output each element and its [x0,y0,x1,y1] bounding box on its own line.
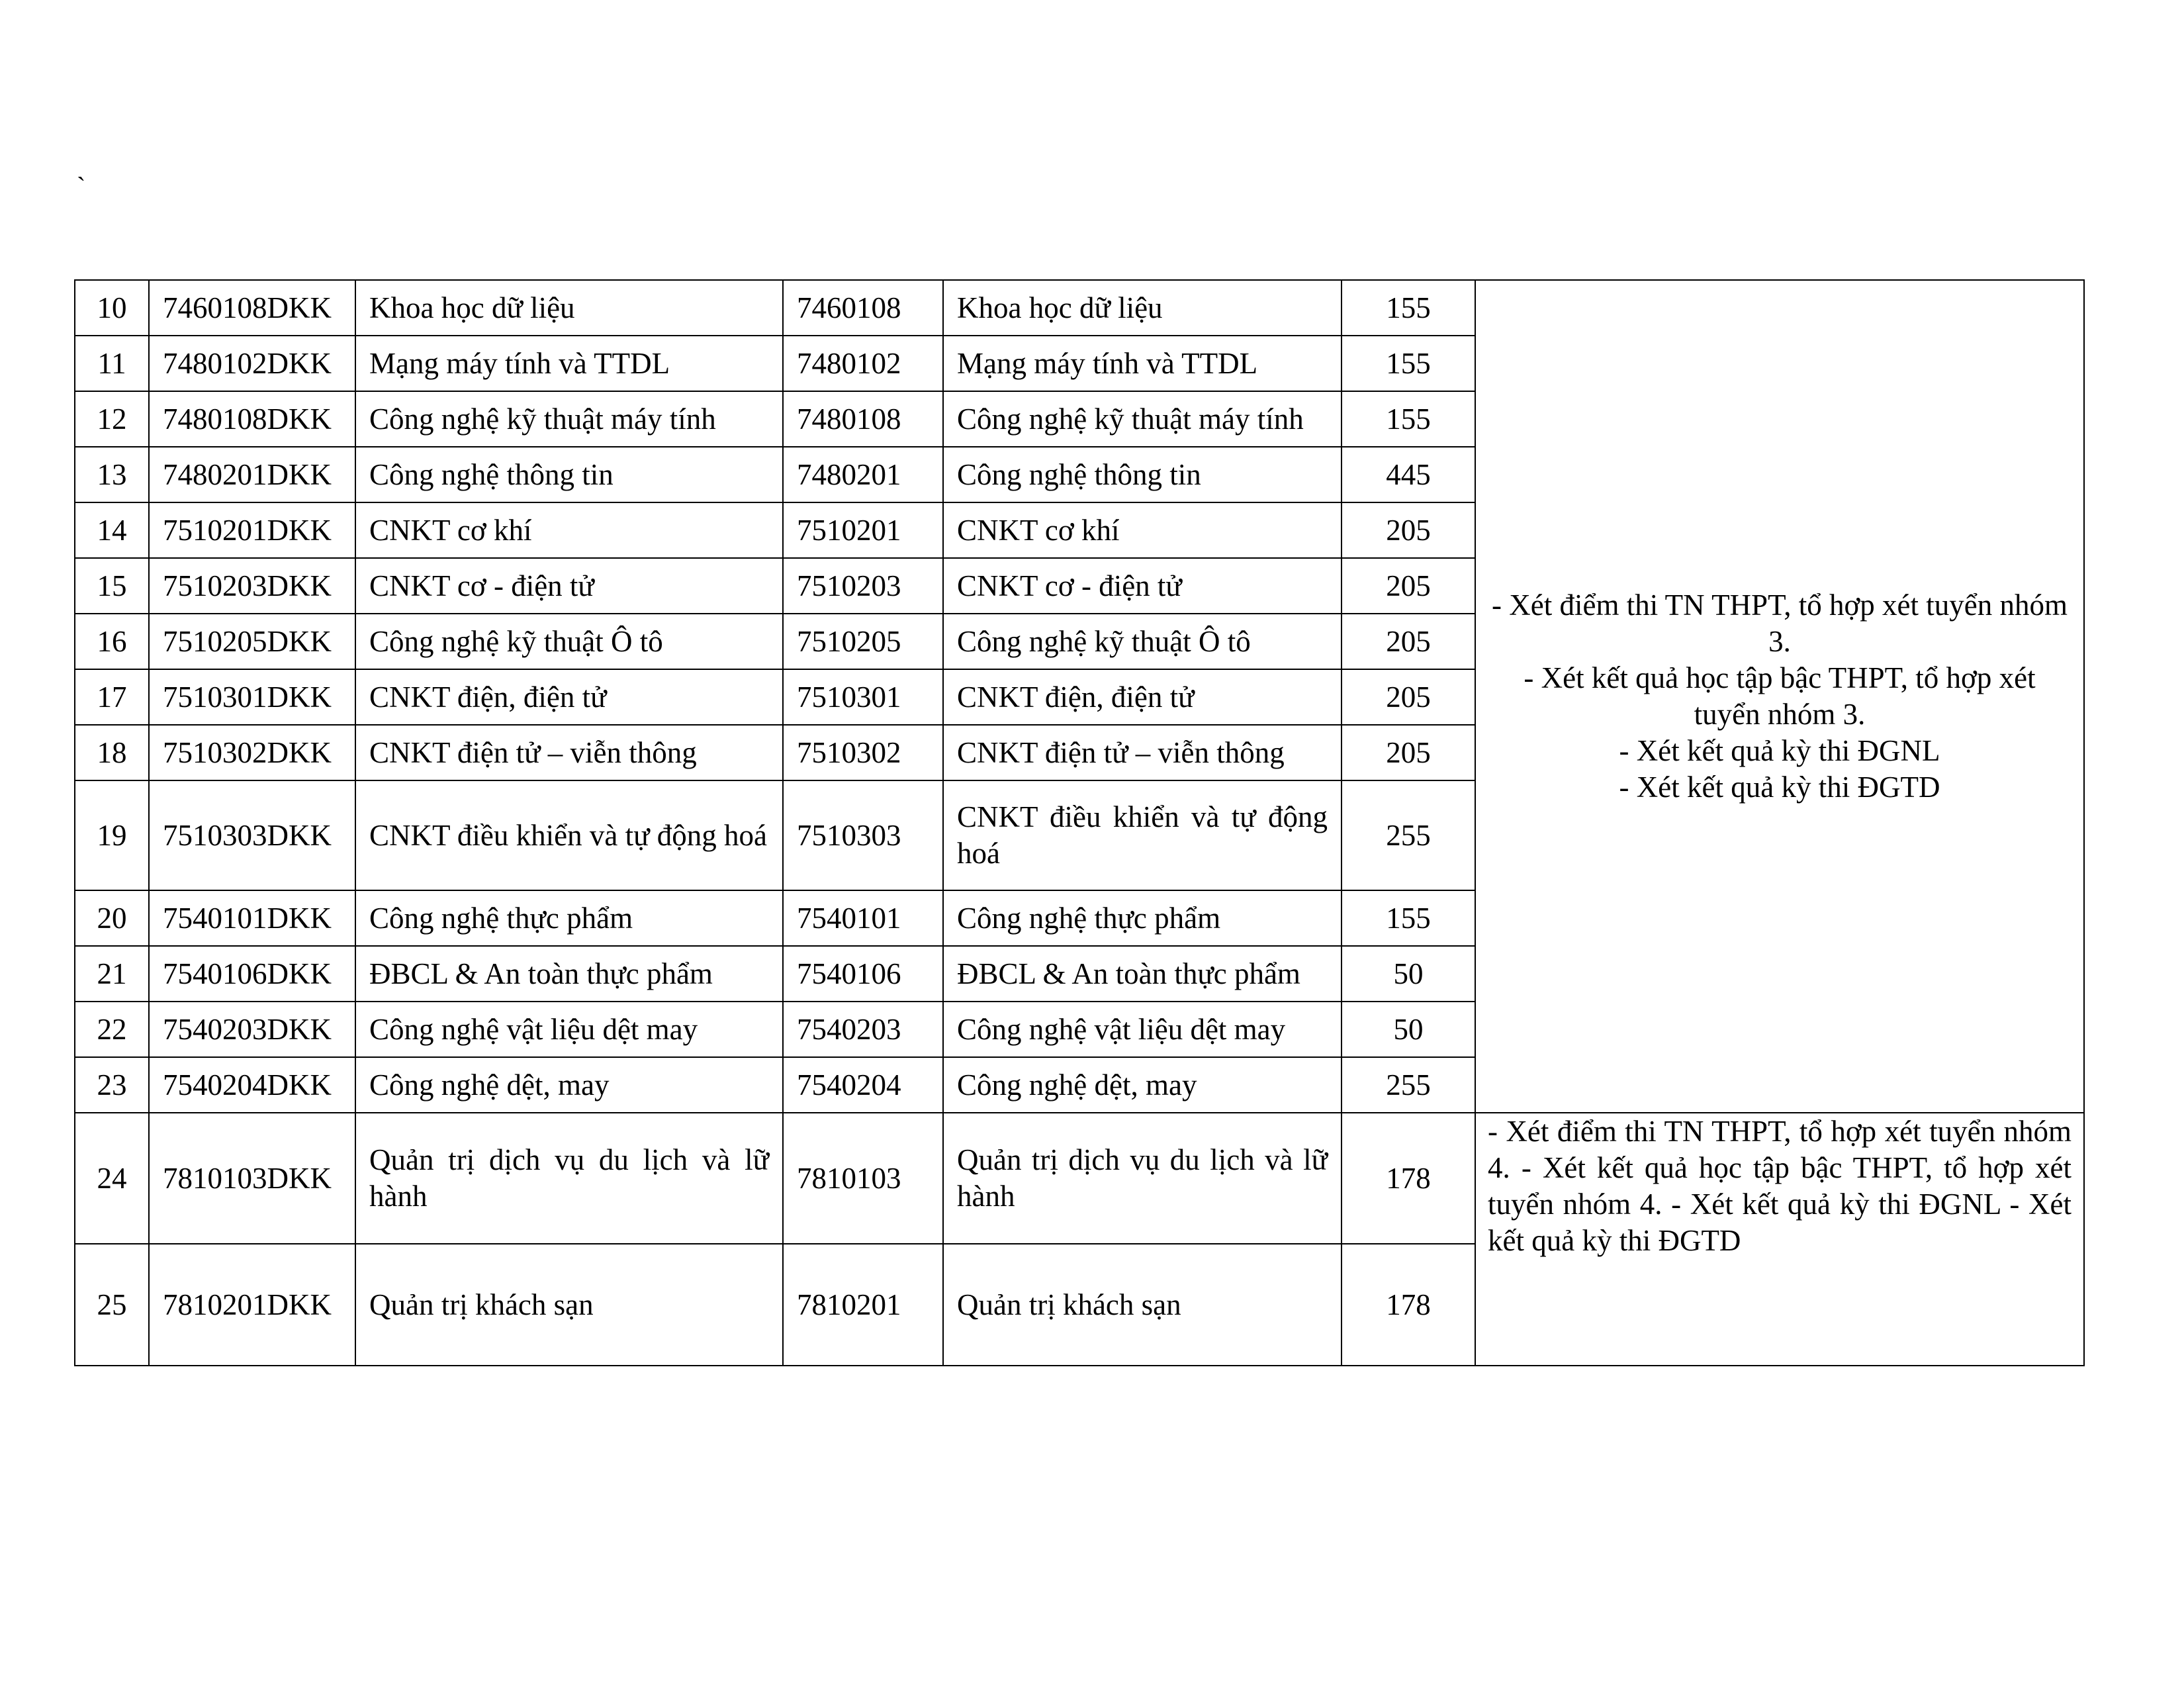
row-number: 23 [75,1057,149,1113]
major-name: Công nghệ thực phẩm [943,890,1342,946]
program-name: Quản trị dịch vụ du lịch và lữ hành [355,1113,783,1244]
admission-code: 7510201DKK [149,502,355,558]
major-name: CNKT điện tử – viễn thông [943,725,1342,780]
admission-code: 7540204DKK [149,1057,355,1113]
program-name: Công nghệ vật liệu dệt may [355,1002,783,1057]
quota: 178 [1342,1113,1475,1244]
program-name: Mạng máy tính và TTDL [355,336,783,391]
quota: 205 [1342,502,1475,558]
table-row [75,1113,2084,1244]
admission-methods-group-3 [1475,280,2084,1113]
row-number: 24 [75,1113,149,1244]
major-name: Công nghệ thông tin [943,447,1342,502]
row-number: 17 [75,669,149,725]
quota: 155 [1342,890,1475,946]
program-name: Công nghệ kỹ thuật máy tính [355,391,783,447]
stray-mark: ` [77,171,86,201]
row-number: 20 [75,890,149,946]
program-name: ĐBCL & An toàn thực phẩm [355,946,783,1002]
admission-code: 7510302DKK [149,725,355,780]
major-code: 7510201 [783,502,943,558]
admission-code: 7540101DKK [149,890,355,946]
admission-method-line: - Xét kết quả học tập bậc THPT, tổ hợp xét tuyển nhóm 3. [1524,661,2036,731]
major-code: 7810201 [783,1244,943,1366]
quota: 255 [1342,780,1475,890]
admission-methods-group-4 [1475,1113,2084,1366]
major-code: 7460108 [783,280,943,336]
admission-code: 7480201DKK [149,447,355,502]
major-name: Công nghệ vật liệu dệt may [943,1002,1342,1057]
program-name: CNKT cơ - điện tử [355,558,783,614]
program-name: CNKT điều khiển và tự động hoá [355,780,783,890]
program-name: CNKT cơ khí [355,502,783,558]
major-name: Công nghệ kỹ thuật máy tính [943,391,1342,447]
program-name: Công nghệ kỹ thuật Ô tô [355,614,783,669]
admission-code: 7510303DKK [149,780,355,890]
quota: 255 [1342,1057,1475,1113]
row-number: 21 [75,946,149,1002]
major-name: CNKT điện, điện tử [943,669,1342,725]
admission-method-line: - Xét kết quả kỳ thi ĐGTD [1488,1187,2072,1257]
major-code: 7810103 [783,1113,943,1244]
admission-code: 7540203DKK [149,1002,355,1057]
major-code: 7510301 [783,669,943,725]
row-number: 19 [75,780,149,890]
admission-method-line: - Xét điểm thi TN THPT, tổ hợp xét tuyển nhóm 4. [1488,1115,2071,1184]
admission-table [74,279,2085,1366]
quota: 155 [1342,280,1475,336]
quota: 155 [1342,336,1475,391]
row-number: 14 [75,502,149,558]
major-code: 7480102 [783,336,943,391]
major-name: Quản trị dịch vụ du lịch và lữ hành [943,1113,1342,1244]
admission-code: 7480108DKK [149,391,355,447]
admission-code: 7510301DKK [149,669,355,725]
major-name: Quản trị khách sạn [943,1244,1342,1366]
row-number: 10 [75,280,149,336]
major-code: 7540203 [783,1002,943,1057]
program-name: CNKT điện, điện tử [355,669,783,725]
major-code: 7540204 [783,1057,943,1113]
row-number: 13 [75,447,149,502]
major-name: CNKT cơ khí [943,502,1342,558]
admission-method-line: - Xét kết quả kỳ thi ĐGTD [1619,770,1940,804]
admission-code: 7810103DKK [149,1113,355,1244]
major-name: Khoa học dữ liệu [943,280,1342,336]
admission-code: 7510203DKK [149,558,355,614]
table-body [75,280,2084,1366]
major-code: 7510203 [783,558,943,614]
row-number: 25 [75,1244,149,1366]
major-code: 7540101 [783,890,943,946]
admission-method-line: - Xét kết quả kỳ thi ĐGNL [1671,1187,2001,1221]
quota: 50 [1342,1002,1475,1057]
admission-method-line: - Xét kết quả kỳ thi ĐGNL [1619,733,1940,767]
major-name: CNKT điều khiển và tự động hoá [943,780,1342,890]
major-name: Công nghệ dệt, may [943,1057,1342,1113]
program-name: Khoa học dữ liệu [355,280,783,336]
admission-method-line: - Xét kết quả học tập bậc THPT, tổ hợp xét tuyển nhóm 4. [1488,1150,2071,1221]
row-number: 18 [75,725,149,780]
program-name: Công nghệ dệt, may [355,1057,783,1113]
program-name: CNKT điện tử – viễn thông [355,725,783,780]
admission-code: 7810201DKK [149,1244,355,1366]
major-code: 7510303 [783,780,943,890]
table-row [75,280,2084,336]
quota: 205 [1342,558,1475,614]
major-code: 7510302 [783,725,943,780]
quota: 155 [1342,391,1475,447]
admission-method-line: - Xét điểm thi TN THPT, tổ hợp xét tuyển nhóm 3. [1492,588,2068,659]
quota: 50 [1342,946,1475,1002]
major-code: 7480201 [783,447,943,502]
major-code: 7540106 [783,946,943,1002]
program-name: Công nghệ thông tin [355,447,783,502]
major-code: 7480108 [783,391,943,447]
quota: 178 [1342,1244,1475,1366]
quota: 205 [1342,669,1475,725]
admission-code: 7510205DKK [149,614,355,669]
admission-code: 7480102DKK [149,336,355,391]
row-number: 15 [75,558,149,614]
row-number: 22 [75,1002,149,1057]
row-number: 11 [75,336,149,391]
major-code: 7510205 [783,614,943,669]
quota: 445 [1342,447,1475,502]
major-name: Công nghệ kỹ thuật Ô tô [943,614,1342,669]
program-name: Quản trị khách sạn [355,1244,783,1366]
quota: 205 [1342,725,1475,780]
major-name: Mạng máy tính và TTDL [943,336,1342,391]
admission-code: 7460108DKK [149,280,355,336]
admission-code: 7540106DKK [149,946,355,1002]
row-number: 12 [75,391,149,447]
major-name: CNKT cơ - điện tử [943,558,1342,614]
program-name: Công nghệ thực phẩm [355,890,783,946]
row-number: 16 [75,614,149,669]
quota: 205 [1342,614,1475,669]
major-name: ĐBCL & An toàn thực phẩm [943,946,1342,1002]
